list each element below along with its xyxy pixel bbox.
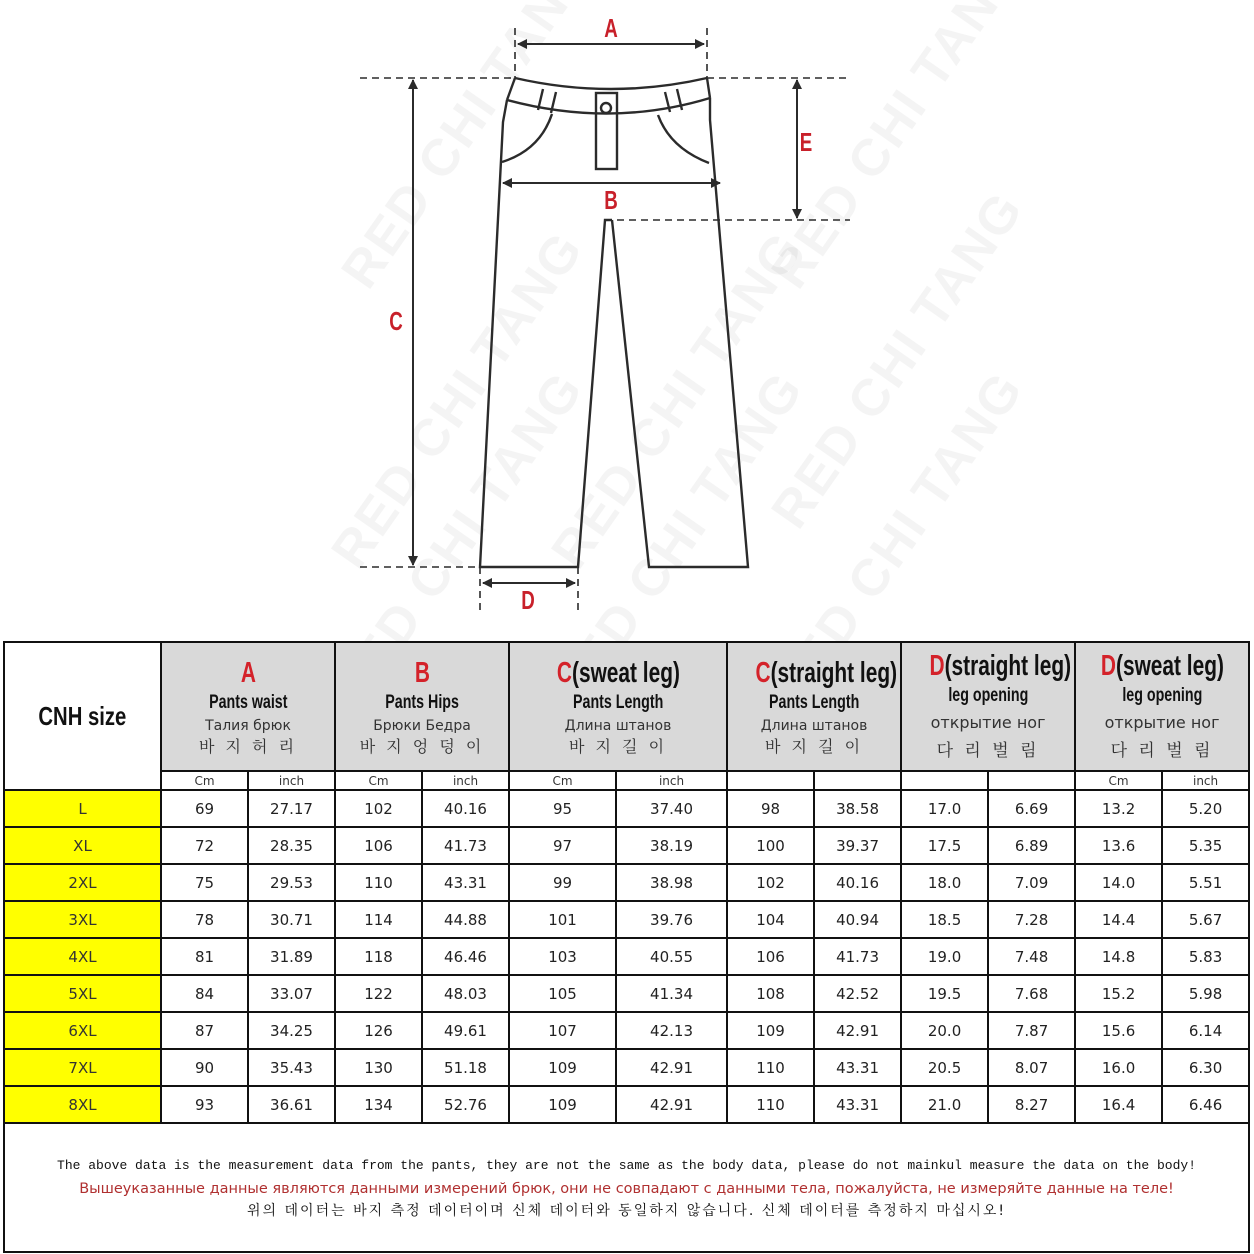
column-header-a xyxy=(161,642,335,771)
value-cell: 6.14 xyxy=(1162,1012,1249,1049)
value-cell: 108 xyxy=(727,975,814,1012)
note-korean: 위의 데이터는 바지 측정 데이터이며 신체 데이터와 동일하지 않습니다. 신체 데이터를 측정하지 마십시오! xyxy=(247,1202,1007,1219)
value-cell: 93 xyxy=(161,1086,248,1123)
table-row xyxy=(4,901,1249,938)
value-cell: 14.8 xyxy=(1075,938,1162,975)
value-cell: 95 xyxy=(509,790,616,827)
value-cell: 17.5 xyxy=(901,827,988,864)
value-cell: 39.37 xyxy=(814,827,901,864)
label-d: D xyxy=(521,585,535,615)
value-cell: 84 xyxy=(161,975,248,1012)
value-cell: 69 xyxy=(161,790,248,827)
value-cell: 98 xyxy=(727,790,814,827)
column-title-en: leg opening xyxy=(1122,684,1203,706)
table-row xyxy=(4,864,1249,901)
value-cell: 40.94 xyxy=(814,901,901,938)
value-cell: 130 xyxy=(335,1049,422,1086)
value-cell: 5.51 xyxy=(1162,864,1249,901)
label-a: A xyxy=(604,13,618,43)
value-cell: 100 xyxy=(727,827,814,864)
value-cell: 110 xyxy=(727,1086,814,1123)
unit-label xyxy=(988,771,1075,790)
value-cell: 42.91 xyxy=(814,1012,901,1049)
unit-label: Cm xyxy=(335,771,422,790)
value-cell: 20.0 xyxy=(901,1012,988,1049)
value-cell: 19.5 xyxy=(901,975,988,1012)
value-cell: 37.40 xyxy=(616,790,727,827)
value-cell: 134 xyxy=(335,1086,422,1123)
value-cell: 103 xyxy=(509,938,616,975)
size-cell: 6XL xyxy=(4,1012,161,1049)
value-cell: 105 xyxy=(509,975,616,1012)
value-cell: 27.17 xyxy=(248,790,335,827)
value-cell: 7.87 xyxy=(988,1012,1075,1049)
value-cell: 36.61 xyxy=(248,1086,335,1123)
value-cell: 34.25 xyxy=(248,1012,335,1049)
value-cell: 51.18 xyxy=(422,1049,509,1086)
value-cell: 41.73 xyxy=(422,827,509,864)
unit-label xyxy=(901,771,988,790)
unit-label: Cm xyxy=(1075,771,1162,790)
value-cell: 5.98 xyxy=(1162,975,1249,1012)
value-cell: 7.48 xyxy=(988,938,1075,975)
table-row xyxy=(4,1012,1249,1049)
size-cell: 5XL xyxy=(4,975,161,1012)
unit-label: inch xyxy=(1162,771,1249,790)
value-cell: 7.28 xyxy=(988,901,1075,938)
value-cell: 90 xyxy=(161,1049,248,1086)
value-cell: 16.4 xyxy=(1075,1086,1162,1123)
column-suffix: (straight leg) xyxy=(770,656,898,689)
column-title-en: Pants waist xyxy=(208,691,288,713)
value-cell: 107 xyxy=(509,1012,616,1049)
column-letter: B xyxy=(414,656,430,689)
column-letter: D xyxy=(1100,649,1116,682)
value-cell: 42.13 xyxy=(616,1012,727,1049)
value-cell: 106 xyxy=(727,938,814,975)
size-cell: 3XL xyxy=(4,901,161,938)
value-cell: 109 xyxy=(727,1012,814,1049)
column-title-en: Pants Length xyxy=(768,691,860,713)
size-cell: 4XL xyxy=(4,938,161,975)
value-cell: 31.89 xyxy=(248,938,335,975)
column-suffix: (sweat leg) xyxy=(1115,649,1224,682)
value-cell: 46.46 xyxy=(422,938,509,975)
value-cell: 16.0 xyxy=(1075,1049,1162,1086)
column-letter: C xyxy=(556,656,572,689)
column-header-c-straight-leg xyxy=(727,642,901,771)
value-cell: 7.68 xyxy=(988,975,1075,1012)
value-cell: 33.07 xyxy=(248,975,335,1012)
label-c: C xyxy=(389,306,403,336)
column-title-ru: Длина штанов xyxy=(564,717,672,734)
unit-label: Cm xyxy=(509,771,616,790)
size-chart-table xyxy=(3,641,1250,1253)
column-title-ru: Длина штанов xyxy=(760,717,868,734)
value-cell: 102 xyxy=(335,790,422,827)
value-cell: 29.53 xyxy=(248,864,335,901)
value-cell: 40.55 xyxy=(616,938,727,975)
value-cell: 15.2 xyxy=(1075,975,1162,1012)
column-title-ko: 바 지 길 이 xyxy=(764,736,864,756)
note-english: The above data is the measurement data from the pants, they are not the same as the body data, please do not mainkul measure the data on the body! xyxy=(57,1157,1197,1173)
column-header-d-straight-leg xyxy=(901,642,1075,771)
value-cell: 7.09 xyxy=(988,864,1075,901)
value-cell: 6.46 xyxy=(1162,1086,1249,1123)
column-title-en: leg opening xyxy=(948,684,1029,706)
column-title-ko: 바 지 허 리 xyxy=(198,736,298,756)
value-cell: 126 xyxy=(335,1012,422,1049)
value-cell: 6.69 xyxy=(988,790,1075,827)
value-cell: 38.58 xyxy=(814,790,901,827)
column-header-d-sweat-leg xyxy=(1075,642,1249,771)
size-header-label: CNH size xyxy=(38,700,127,731)
value-cell: 101 xyxy=(509,901,616,938)
column-letter: A xyxy=(240,656,256,689)
unit-label: inch xyxy=(616,771,727,790)
value-cell: 20.5 xyxy=(901,1049,988,1086)
value-cell: 41.34 xyxy=(616,975,727,1012)
value-cell: 42.91 xyxy=(616,1049,727,1086)
value-cell: 38.98 xyxy=(616,864,727,901)
size-cell: L xyxy=(4,790,161,827)
value-cell: 15.6 xyxy=(1075,1012,1162,1049)
value-cell: 99 xyxy=(509,864,616,901)
size-cell: XL xyxy=(4,827,161,864)
column-title-ko: 바 지 엉 덩 이 xyxy=(359,736,485,756)
value-cell: 109 xyxy=(509,1049,616,1086)
value-cell: 18.0 xyxy=(901,864,988,901)
value-cell: 38.19 xyxy=(616,827,727,864)
value-cell: 40.16 xyxy=(422,790,509,827)
value-cell: 97 xyxy=(509,827,616,864)
value-cell: 13.6 xyxy=(1075,827,1162,864)
value-cell: 42.91 xyxy=(616,1086,727,1123)
column-title-ko: 다 리 벌 림 xyxy=(936,740,1040,761)
value-cell: 14.0 xyxy=(1075,864,1162,901)
value-cell: 28.35 xyxy=(248,827,335,864)
value-cell: 72 xyxy=(161,827,248,864)
size-column-header xyxy=(4,642,161,790)
value-cell: 5.83 xyxy=(1162,938,1249,975)
column-title-ru: Талия брюк xyxy=(205,717,291,734)
value-cell: 48.03 xyxy=(422,975,509,1012)
value-cell: 81 xyxy=(161,938,248,975)
value-cell: 44.88 xyxy=(422,901,509,938)
table-row xyxy=(4,827,1249,864)
value-cell: 42.52 xyxy=(814,975,901,1012)
value-cell: 110 xyxy=(727,1049,814,1086)
value-cell: 13.2 xyxy=(1075,790,1162,827)
table-row xyxy=(4,790,1249,827)
table-row xyxy=(4,1086,1249,1123)
value-cell: 122 xyxy=(335,975,422,1012)
value-cell: 14.4 xyxy=(1075,901,1162,938)
value-cell: 102 xyxy=(727,864,814,901)
size-cell: 8XL xyxy=(4,1086,161,1123)
value-cell: 21.0 xyxy=(901,1086,988,1123)
value-cell: 87 xyxy=(161,1012,248,1049)
value-cell: 19.0 xyxy=(901,938,988,975)
value-cell: 30.71 xyxy=(248,901,335,938)
value-cell: 109 xyxy=(509,1086,616,1123)
value-cell: 118 xyxy=(335,938,422,975)
value-cell: 39.76 xyxy=(616,901,727,938)
label-b: B xyxy=(604,185,618,215)
column-title-en: Pants Hips xyxy=(385,691,459,713)
column-letter: C xyxy=(755,656,771,689)
column-header-b xyxy=(335,642,509,771)
value-cell: 78 xyxy=(161,901,248,938)
unit-label: Cm xyxy=(161,771,248,790)
note-russian: Вышеуказанные данные являются данными измерений брюк, они не совпадают с данными тела, пожалуйста, не измеряйте данные на теле! xyxy=(79,1180,1174,1197)
value-cell: 5.20 xyxy=(1162,790,1249,827)
size-cell: 2XL xyxy=(4,864,161,901)
value-cell: 41.73 xyxy=(814,938,901,975)
value-cell: 114 xyxy=(335,901,422,938)
table-row xyxy=(4,975,1249,1012)
column-suffix: (straight leg) xyxy=(944,649,1072,682)
value-cell: 6.89 xyxy=(988,827,1075,864)
value-cell: 5.67 xyxy=(1162,901,1249,938)
value-cell: 52.76 xyxy=(422,1086,509,1123)
unit-label xyxy=(727,771,814,790)
label-e: E xyxy=(799,127,813,157)
value-cell: 17.0 xyxy=(901,790,988,827)
value-cell: 8.27 xyxy=(988,1086,1075,1123)
value-cell: 106 xyxy=(335,827,422,864)
unit-label xyxy=(814,771,901,790)
value-cell: 43.31 xyxy=(814,1049,901,1086)
value-cell: 35.43 xyxy=(248,1049,335,1086)
column-header-c-sweat-leg xyxy=(509,642,727,771)
column-title-ko: 다 리 벌 림 xyxy=(1110,740,1214,761)
column-title-en: Pants Length xyxy=(572,691,664,713)
table-row xyxy=(4,1049,1249,1086)
column-title-ru: Брюки Бедра xyxy=(373,717,471,734)
column-suffix: (sweat leg) xyxy=(571,656,680,689)
value-cell: 110 xyxy=(335,864,422,901)
table-row xyxy=(4,938,1249,975)
value-cell: 18.5 xyxy=(901,901,988,938)
size-cell: 7XL xyxy=(4,1049,161,1086)
column-title-ko: 바 지 길 이 xyxy=(568,736,668,756)
value-cell: 5.35 xyxy=(1162,827,1249,864)
unit-label: inch xyxy=(422,771,509,790)
column-title-ru: открытие ног xyxy=(1104,712,1220,732)
value-cell: 40.16 xyxy=(814,864,901,901)
column-title-ru: открытие ног xyxy=(930,712,1046,732)
unit-label: inch xyxy=(248,771,335,790)
unit-row xyxy=(4,771,1249,790)
value-cell: 104 xyxy=(727,901,814,938)
value-cell: 75 xyxy=(161,864,248,901)
value-cell: 49.61 xyxy=(422,1012,509,1049)
column-letter: D xyxy=(929,649,945,682)
measurement-note xyxy=(4,1123,1249,1252)
value-cell: 6.30 xyxy=(1162,1049,1249,1086)
value-cell: 43.31 xyxy=(814,1086,901,1123)
value-cell: 43.31 xyxy=(422,864,509,901)
value-cell: 8.07 xyxy=(988,1049,1075,1086)
